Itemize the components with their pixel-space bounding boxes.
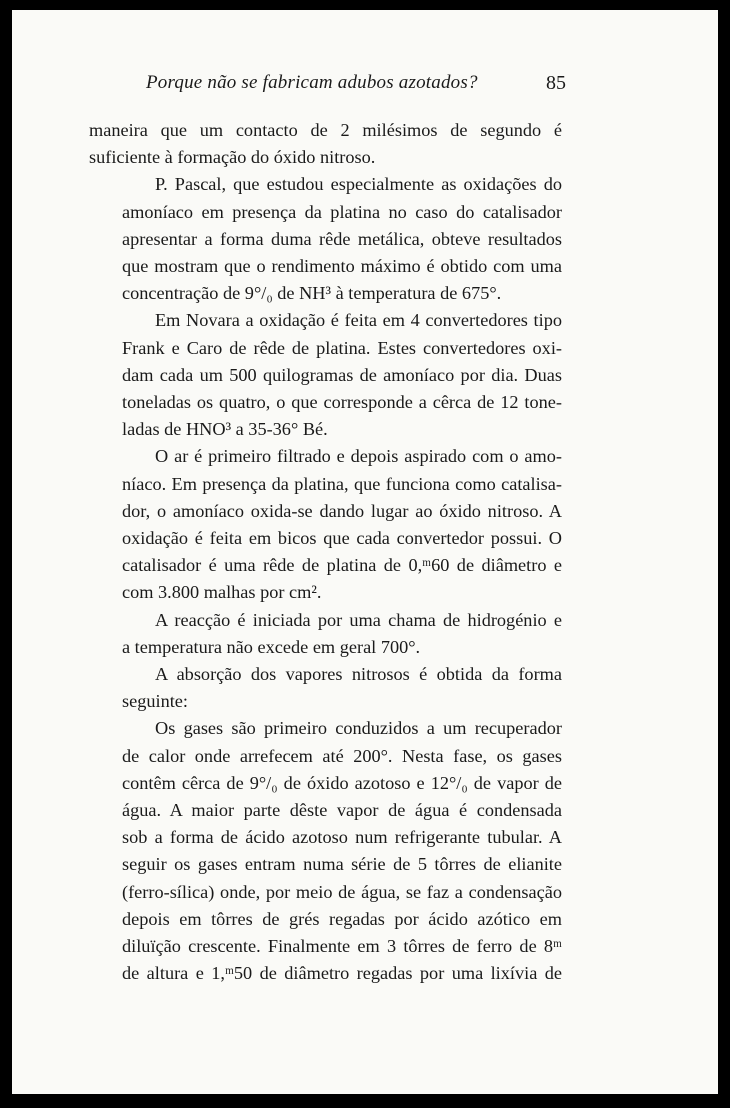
text-line: diluïção crescente. Finalmente em 3 tôrres de ferro de 8ᵐ [122, 936, 562, 957]
running-head [146, 72, 566, 102]
text-line: seguir os gases entram numa série de 5 tôrres de elianite [122, 854, 562, 875]
text-line: P. Pascal, que estudou especialmente as oxidações do [155, 174, 562, 195]
text-line: concentração de 9°/₀ de NH³ à temperatura de 675°. [122, 283, 502, 304]
paragraph [89, 661, 562, 715]
paragraph [89, 443, 562, 606]
text-line: seguinte: [122, 691, 189, 712]
text-line: catalisador é uma rêde de platina de 0,ᵐ60 de diâmetro e [122, 555, 562, 576]
text-line: dam cada um 500 quilogramas de amoníaco por dia. Duas [122, 364, 562, 385]
text-line: de altura e 1,ᵐ50 de diâmetro regadas por uma lixívia de [122, 963, 562, 984]
text-line: dor, o amoníaco oxida-se dando lugar ao óxido nitroso. A [122, 500, 562, 521]
text-line: de calor onde arrefecem até 200°. Nesta fase, os gases [122, 745, 562, 766]
text-line: com 3.800 malhas por cm². [122, 582, 322, 603]
text-line: oxidação é feita em bicos que cada convertedor possui. O [122, 528, 562, 549]
paragraph [89, 117, 562, 171]
text-line: toneladas os quatro, o que corresponde a cêrca de 12 tone- [122, 392, 562, 413]
text-line: Em Novara a oxidação é feita em 4 convertedores tipo [155, 310, 562, 331]
text-line: que mostram que o rendimento máximo é obtido com uma [122, 256, 562, 277]
running-title: Porque não se fabricam adubos azotados? [146, 72, 478, 93]
text-line: água. A maior parte dêste vapor de água é condensada [122, 800, 562, 821]
paragraph [89, 307, 562, 443]
body-text [89, 117, 562, 988]
text-line: (ferro-sílica) onde, por meio de água, se faz a condensação [122, 881, 562, 902]
page-number: 85 [546, 72, 566, 94]
text-line: suficiente à formação do óxido nitroso. [89, 147, 376, 168]
text-line: depois em tôrres de grés regadas por ácido azótico em [122, 908, 562, 929]
text-line: ladas de HNO³ a 35-36° Bé. [122, 419, 328, 440]
paragraph [89, 171, 562, 307]
paragraph [89, 607, 562, 661]
text-line: amoníaco em presença da platina no caso do catalisador [122, 201, 562, 222]
text-line: Frank e Caro de rêde de platina. Estes convertedores oxi- [122, 337, 562, 358]
text-line: sob a forma de ácido azotoso num refrigerante tubular. A [122, 827, 562, 848]
paragraph [89, 715, 562, 987]
text-line: níaco. Em presença da platina, que funciona como catalisa- [122, 473, 562, 494]
text-line: Os gases são primeiro conduzidos a um recuperador [155, 718, 562, 739]
text-line: O ar é primeiro filtrado e depois aspirado com o amo- [155, 446, 562, 467]
text-line: apresentar a forma duma rêde metálica, obteve resultados [122, 228, 562, 249]
text-line: a temperatura não excede em geral 700°. [122, 636, 421, 657]
text-line: A absorção dos vapores nitrosos é obtida da forma [155, 664, 562, 685]
text-line: contêm cêrca de 9°/₀ de óxido azotoso e 12°/₀ de vapor de [122, 772, 562, 793]
text-line: A reacção é iniciada por uma chama de hidrogénio e [155, 609, 562, 630]
text-line: maneira que um contacto de 2 milésimos de segundo é [89, 120, 562, 140]
